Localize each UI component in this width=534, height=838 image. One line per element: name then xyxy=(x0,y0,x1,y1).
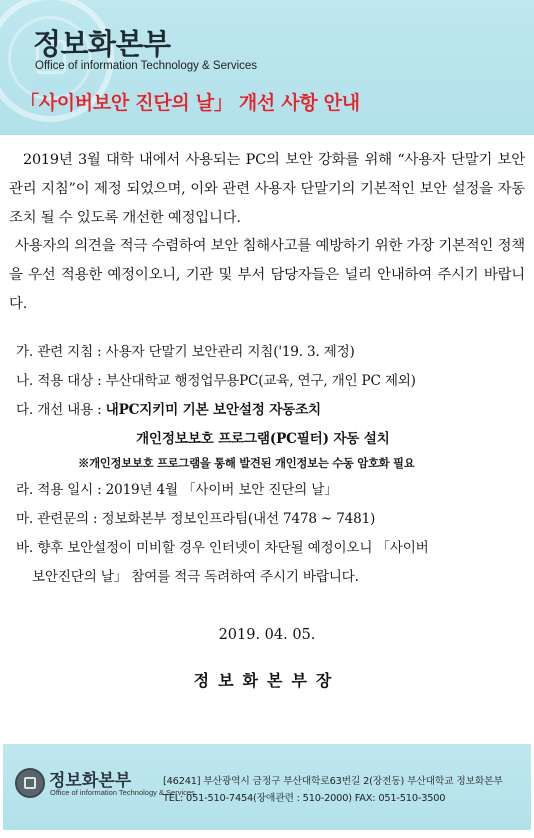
list-item-schedule xyxy=(16,478,338,498)
item-marker: 라. xyxy=(16,482,34,498)
item-marker: 마. xyxy=(16,511,34,527)
item-label: 관련 지침 : xyxy=(37,344,102,360)
item-value: 정보화본부 정보인프라팀(내선 7478 ~ 7481) xyxy=(101,511,376,527)
footer-address: [46241] 부산광역시 금정구 부산대학로63번길 2(장전동) 부산대학교 정보화본부 xyxy=(163,776,503,787)
signer: 정보화본부장 xyxy=(193,671,341,690)
footer-contact: TEL: 051-510-7454(장애관련 : 510-2000) FAX: 051-510-3500 xyxy=(163,793,446,804)
list-item-improvement xyxy=(16,398,321,418)
list-item-future xyxy=(16,536,429,556)
seal-icon xyxy=(15,768,45,798)
list-item-guideline xyxy=(16,340,355,360)
item-marker: 가. xyxy=(16,344,34,360)
footer-banner xyxy=(3,744,531,830)
footer-org-name-en: Office of information Technology & Services xyxy=(50,788,195,797)
item-marker: 바. xyxy=(16,540,34,556)
item-label: 관련문의 : xyxy=(37,511,98,527)
item-value: 내PC지키미 기본 보안설정 자동조치 xyxy=(105,402,321,418)
item-label: 향후 보안설정이 미비할 경우 인터넷이 차단될 예정이오니 「사이버 xyxy=(37,540,429,556)
item-value: 사용자 단말기 보안관리 지침('19. 3. 제정) xyxy=(105,344,355,360)
item-label: 적용 일시 : xyxy=(37,482,102,498)
item-marker: 다. xyxy=(16,402,34,418)
list-item-contact xyxy=(16,507,375,527)
list-item-target xyxy=(16,369,416,389)
item-value: 2019년 4월 「사이버 보안 진단의 날」 xyxy=(105,482,338,498)
paragraph-request: 사용자의 의견을 적극 수렴하여 보안 침해사고를 예방하기 위한 가장 기본적인 정책을 우선 적용한 예정이오니, 기관 및 부서 담당자들은 널리 안내하여 주시기 바랍니다. xyxy=(9,238,525,312)
improvement-note: ※개인정보보호 프로그램을 통해 발견된 개인정보는 수동 암호화 필요 xyxy=(78,456,415,470)
item-label: 적용 대상 : xyxy=(37,373,102,389)
header-banner xyxy=(0,0,534,135)
item-label: 개선 내용 : xyxy=(37,402,102,418)
paragraph-intro: 2019년 3월 대학 내에서 사용되는 PC의 보안 강화를 위해 “사용자 단말기 보안관리 지침”이 제정 되었으며, 이와 관련 사용자 단말기의 기본적인 보안 설정을 자동 조치 될 수 있도록 개선한 예정입니다. xyxy=(9,152,525,226)
org-name: 정보화본부 xyxy=(33,27,171,61)
org-name-en: Office of information Technology & Services xyxy=(35,60,258,72)
notice-date: 2019. 04. 05. xyxy=(218,627,316,643)
item-marker: 나. xyxy=(16,373,34,389)
item-value: 부산대학교 행정업무용PC(교육, 연구, 개인 PC 제외) xyxy=(105,373,416,389)
list-item-improvement-2: 개인정보보호 프로그램(PC필터) 자동 설치 xyxy=(136,431,390,447)
notice-title: 「사이버보안 진단의 날」 개선 사항 안내 xyxy=(20,92,360,114)
list-item-future-continued: 보안진단의 날」 참여를 적극 독려하여 주시기 바랍니다. xyxy=(32,569,359,585)
footer-org-name: 정보화본부 xyxy=(49,771,132,791)
